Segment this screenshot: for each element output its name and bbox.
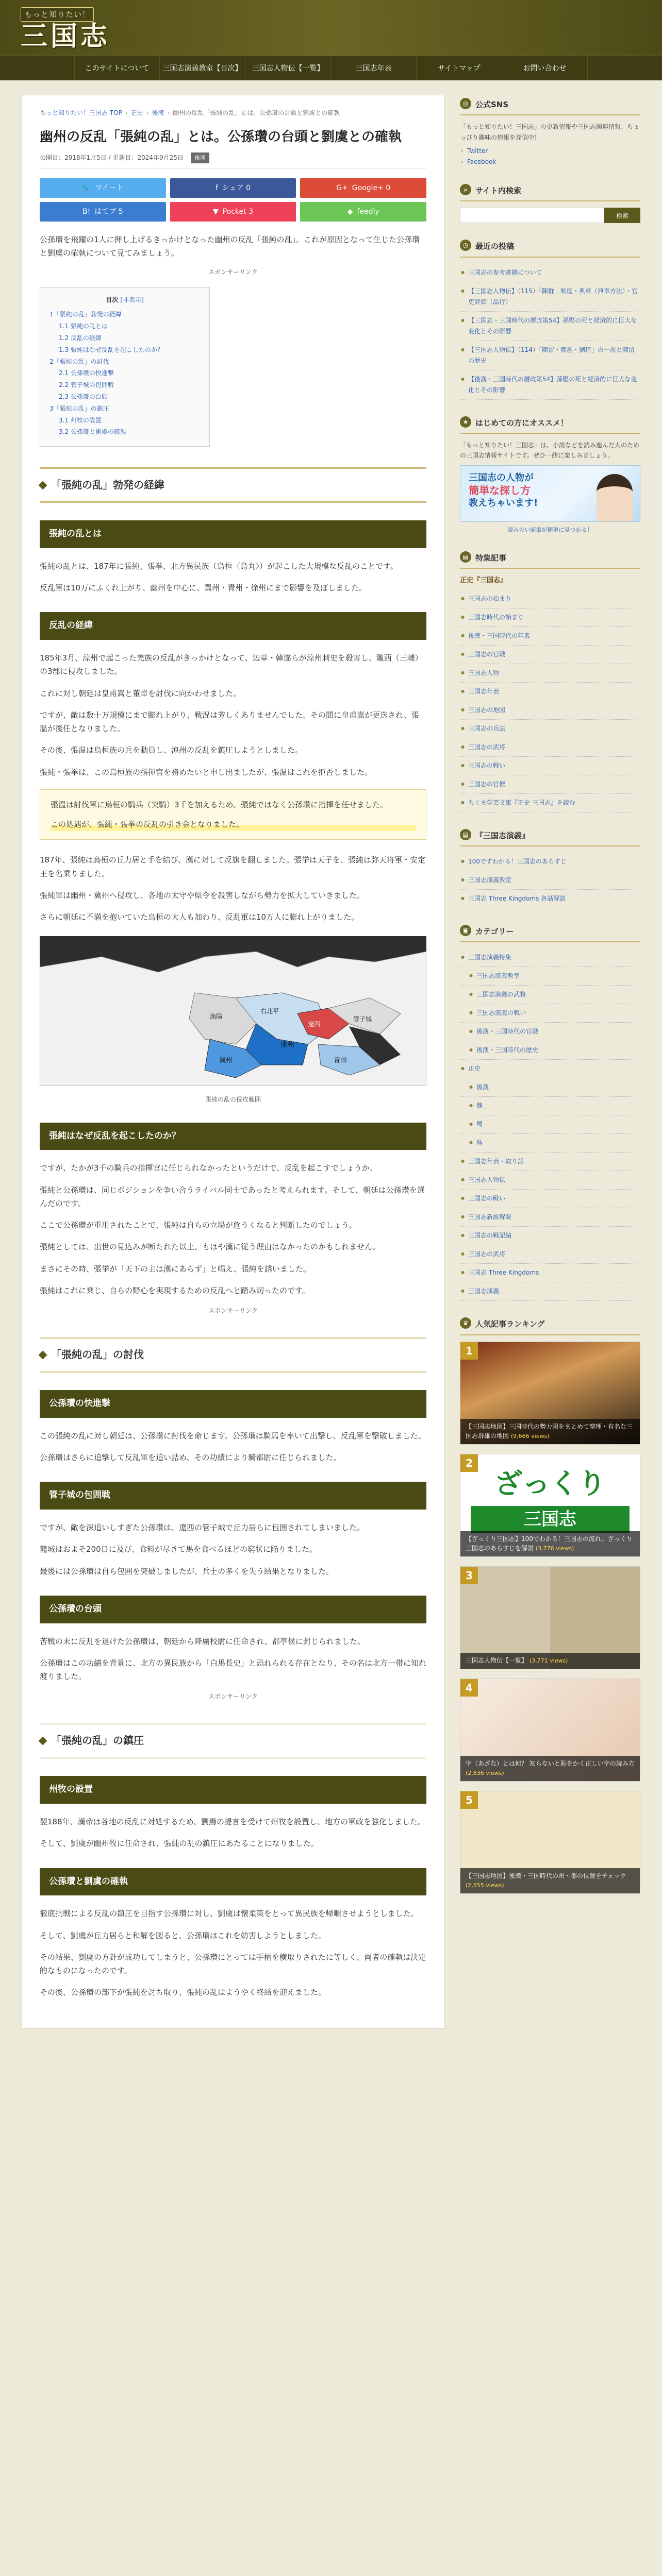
nav-timeline[interactable]: 三国志年表 xyxy=(331,56,417,80)
share-google-button[interactable]: G+ Google+ 0 xyxy=(300,178,426,198)
recent-posts-widget xyxy=(460,236,640,399)
sns-widget xyxy=(460,95,640,167)
map-label: 冀州 xyxy=(219,1057,233,1065)
map-figure xyxy=(40,936,426,1090)
subsection-heading: 張純はなぜ反乱を起こしたのか？ xyxy=(40,1123,426,1150)
paragraph: 187年、張純は烏桓の丘力居と手を結び、漢に対して反旗を翻しました。張挙は天子を、張純は弥天将軍・安定王を名乗りました。 xyxy=(40,855,426,878)
recent-posts-list xyxy=(460,264,640,400)
paragraph: 籠城はおよそ200日に及び、食料が尽きて馬を食べるほどの窮状に陥りました。 xyxy=(40,1545,318,1554)
paragraph: その後、公孫瓚の部下が張純を討ち取り、張純の乱はようやく終結を迎えました。 xyxy=(40,1988,326,1997)
recent-post-item[interactable]: ● 三国志の参考書籍について xyxy=(460,264,640,282)
toc-item[interactable]: 3「張純の乱」の鎮圧 xyxy=(49,404,109,412)
paragraph: そして、劉虞が幽州牧に任命され、張純の乱の鎮圧にあたることになりました。 xyxy=(40,1839,319,1849)
paragraph: 反乱軍は10万にふくれ上がり、幽州を中心に、冀州・青州・徐州にまで影響を及ぼしました。 xyxy=(40,583,367,593)
person-illustration xyxy=(597,474,633,521)
breadcrumb-separator: › xyxy=(146,109,149,116)
twitter-icon: 🐦 xyxy=(81,183,91,192)
map-label: 管子城 xyxy=(353,1015,372,1023)
special-item[interactable]: ● 後漢・三国時代の年表 xyxy=(460,627,640,646)
category-item[interactable]: ● 後漢 xyxy=(460,1078,640,1097)
ranking-thumbnail xyxy=(460,1679,640,1782)
map-label: 漁陽 xyxy=(210,1013,223,1021)
paragraph: 苦戦の末に反乱を退けた公孫瓚は、朝廷から降虜校尉に任命され、都亭侯に封じられました。 xyxy=(40,1636,365,1646)
recent-post-item[interactable]: ● 【三国志人物伝】（115）「陳群」制度・典章（典章方法）・官吏評価（品行） xyxy=(460,282,640,312)
intro-text: 公孫瓚を飛躍の1人に押し上げるきっかけとなった幽州の反乱「張純の乱」。これが原因となって生じた公孫瓚と劉虞の確執について見てみましょう。 xyxy=(40,234,420,258)
category-item[interactable]: ● 三国志演義教室 xyxy=(460,967,640,986)
category-item[interactable]: ● 後漢・三国時代の歴史 xyxy=(460,1041,640,1060)
paragraph: まさにその時、張挙が「天下の主は漢にあらず」と唱え、張純を誘いました。 xyxy=(40,1264,311,1274)
widget-title: ♛ 人気記事ランキング xyxy=(460,1314,640,1335)
subsection-heading: 反乱の経緯 xyxy=(40,612,426,640)
sidebar xyxy=(460,95,640,1907)
paragraph: ですが、敵は数十万規模にまで膨れ上がり、戦況は芳しくありませんでした。その間に皇甫嵩が更迭され、張温が後任となりました。 xyxy=(40,710,419,734)
beginner-description: 「もっと知りたい！三国志」は、小説などを読み進んだ人のための三国志情報サイトです。ぜひ一緒に楽しみましょう。 xyxy=(460,441,640,460)
widget-title: ★ はじめての方にオススメ！ xyxy=(460,413,640,434)
widget-title: ⌕ サイト内検索 xyxy=(460,181,640,201)
ranking-item[interactable] xyxy=(460,1342,640,1445)
subsection-heading: 公孫瓚の快進撃 xyxy=(40,1390,426,1418)
beginner-widget xyxy=(460,413,640,535)
special-item[interactable]: ● 三国志時代の始まり xyxy=(460,608,640,627)
paragraph: 張温は討伐軍に烏桓の騎兵（突騎）3千を加えるため、張純ではなく公孫瓚に指揮を任せました。 xyxy=(51,800,388,809)
twitter-link[interactable]: › Twitter xyxy=(460,146,640,157)
paragraph: 張純・張挙は、この烏桓族の指揮官を務めたいと申し出ましたが、張温はこれを拒否しました。 xyxy=(40,767,373,777)
map-label: 青州 xyxy=(334,1057,347,1065)
paragraph: この張純の乱に対し朝廷は、公孫瓚に討伐を命じます。公孫瓚は騎馬を率いて出撃し、反乱軍を撃破しました。 xyxy=(40,1431,426,1440)
paragraph: 張純と公孫瓚は、同じポジションを争い合うライバル同士であったと考えられます。そして、朝廷は公孫瓚を選んだのです。 xyxy=(40,1185,425,1208)
breadcrumb xyxy=(40,108,426,118)
ranking-caption: 字（あざな）とは何？ 知らないと恥をかく正しい字の読み方 (2,836 views) xyxy=(460,1756,640,1781)
ranking-thumbnail xyxy=(460,1791,640,1894)
special-item[interactable]: ● 三国志の戦い xyxy=(460,757,640,775)
toc-item[interactable]: 1.2 反乱の経緯 xyxy=(59,334,102,342)
category-item[interactable]: ● 三国志人物伝 xyxy=(460,1171,640,1190)
rank-number: 3 xyxy=(460,1567,478,1584)
ranking-caption: 【三国志地図】三国時代の勢力図をまとめて整理・有名な三国志群雄の地図 (9,666 views) xyxy=(460,1419,640,1444)
table-of-contents xyxy=(40,287,210,447)
toc-item[interactable]: 3.1 州牧の設置 xyxy=(59,416,102,424)
section-heading: 「張純の乱」の鎮圧 xyxy=(40,1723,426,1758)
paragraph: この処遇が、張純・張挙の反乱の引き金となりました。 xyxy=(51,818,416,831)
novel-widget xyxy=(460,826,640,908)
paragraph: 徹底抗戦による反乱の鎮圧を目指す公孫瓚に対し、劉虞は懐柔策をとって異民族を帰順させようとしました。 xyxy=(40,1909,419,1919)
map-caption: 張純の乱の侵攻範囲 xyxy=(205,1095,261,1103)
special-subheading: 正史『三国志』 xyxy=(460,577,507,585)
breadcrumb-separator: › xyxy=(125,109,128,116)
paragraph: その後、張温は烏桓族の兵を動員し、涼州の反乱を鎮圧しようとしました。 xyxy=(40,745,303,755)
special-item[interactable]: ● 三国志年表 xyxy=(460,683,640,701)
facebook-icon: f xyxy=(215,183,218,192)
crown-icon: ♛ xyxy=(460,1317,471,1329)
pocket-icon: ▼ xyxy=(212,207,219,216)
paragraph: その結果、劉虞の方針が成功してしまうと、公孫瓚にとっては手柄を横取りされたに等しく、両者の確執は決定的なものになったのです。 xyxy=(40,1952,426,1976)
ranking-thumbnail xyxy=(460,1454,640,1557)
toc-title: 目次 [非表示] xyxy=(106,296,144,304)
nav-sitemap[interactable]: サイトマップ xyxy=(417,56,502,80)
search-input[interactable] xyxy=(460,208,604,223)
paragraph: ここで公孫瓚が重用されたことで、張純は自らの立場が危うくなると判断したのでしょう。 xyxy=(40,1221,357,1230)
toc-item[interactable]: 2.3 公孫瓚の台頭 xyxy=(59,393,108,401)
novel-item[interactable]: ● 三国志 Three Kingdoms 各話解説 xyxy=(460,890,640,908)
guide-banner[interactable]: 三国志の人物が 簡単な探し方 教えちゃいます! xyxy=(460,465,640,522)
breadcrumb-gokan[interactable]: 後漢 xyxy=(152,109,164,116)
post-meta xyxy=(40,152,426,169)
thumbnail-subtitle: 三国志 xyxy=(471,1506,630,1533)
paragraph: 張純の乱とは、187年に張純、張挙、北方異民族（烏桓〈烏丸〉）が起こした大規模な反乱のことです。 xyxy=(40,561,398,571)
rank-number: 2 xyxy=(460,1454,478,1472)
special-item[interactable]: ● ちくま学芸文庫『正史 三国志』を読む xyxy=(460,794,640,812)
toc-item[interactable]: 2「張純の乱」の討伐 xyxy=(49,358,109,365)
breadcrumb-current: 幽州の反乱「張純の乱」とは。公孫瓚の台頭と劉虞との確執 xyxy=(173,109,340,116)
subsection-heading: 公孫瓚と劉虞の確執 xyxy=(40,1868,426,1896)
google-plus-icon: G+ xyxy=(336,183,348,192)
category-item[interactable]: ● 三国志 Three Kingdoms xyxy=(460,1264,640,1282)
paragraph: ですが、敵を深追いしすぎた公孫瓚は、遼西の管子城で丘力居らに包囲されてしまいました。 xyxy=(40,1523,365,1533)
special-item[interactable]: ● 三国志人物 xyxy=(460,664,640,683)
category-item[interactable]: ● 蜀 xyxy=(460,1115,640,1134)
recent-post-item[interactable]: ● 【三国志人物伝】（114）「陳留・蔡邕・劉琦」の一族と陳留の歴史 xyxy=(460,341,640,370)
share-hatena-button[interactable]: B! はてブ 5 xyxy=(40,202,166,222)
banner-caption[interactable]: 読みたい記事が簡単に見つかる！ xyxy=(507,526,593,533)
special-item[interactable]: ● 三国志の官僚 xyxy=(460,775,640,794)
special-item[interactable]: ● 三国志の兵法 xyxy=(460,720,640,738)
special-list xyxy=(460,590,640,812)
category-item[interactable]: ● 三国志演義の戦い xyxy=(460,1004,640,1023)
nav-about[interactable]: このサイトについて xyxy=(74,56,160,80)
search-button[interactable]: 検索 xyxy=(604,208,640,223)
widget-title: ◎ 公式SNS xyxy=(460,95,640,115)
rebellion-map xyxy=(40,936,426,1086)
category-item[interactable]: ● 三国志の武将 xyxy=(460,1245,640,1264)
ranking-thumbnail xyxy=(460,1566,640,1669)
toc-item[interactable]: 2.1 公孫瓚の快進撃 xyxy=(59,369,114,377)
nav-contact[interactable]: お問い合わせ xyxy=(502,56,588,80)
ranking-widget xyxy=(460,1314,640,1893)
sponsored-label: スポンサーリンク xyxy=(208,268,258,276)
paragraph: 張純としては、出世の見込みが断たれた以上、もはや漢に従う理由はなかったのかもしれません。 xyxy=(40,1242,380,1252)
novel-item[interactable]: ● 三国志演義教室 xyxy=(460,871,640,890)
toc-item[interactable]: 1「張純の乱」勃発の経緯 xyxy=(49,311,122,318)
rank-number: 4 xyxy=(460,1679,478,1697)
breadcrumb-separator: › xyxy=(167,109,170,116)
map-label: 遼西 xyxy=(308,1021,321,1028)
toc-toggle[interactable]: [非表示] xyxy=(120,296,144,304)
paragraph: そして、劉虞が丘力居らと和解を図ると、公孫瓚はこれを妨害しようとしました。 xyxy=(40,1930,326,1940)
site-logo[interactable] xyxy=(21,7,662,51)
breadcrumb-seishi[interactable]: 正史 xyxy=(130,109,143,116)
category-item[interactable]: ● 三国志新説解説 xyxy=(460,1208,640,1227)
share-facebook-button[interactable]: f シェア 0 xyxy=(170,178,296,198)
breadcrumb-home[interactable]: もっと知りたい！三国志 TOP xyxy=(40,109,122,116)
category-item[interactable]: ● 三国志演義特集 xyxy=(460,948,640,967)
toc-item[interactable]: 1.3 張純はなぜ反乱を起こしたのか？ xyxy=(59,346,163,353)
paragraph: これに対し朝廷は皇甫嵩と董卓を討伐に向かわせました。 xyxy=(40,688,241,698)
subsection-heading: 州牧の設置 xyxy=(40,1776,426,1804)
category-item[interactable]: ● 魏 xyxy=(460,1097,640,1115)
widget-title: ▤ 『三国志演義』 xyxy=(460,826,640,846)
categories-list xyxy=(460,948,640,1301)
paragraph: 185年3月、涼州で起こった羌族の反乱がきっかけとなって、辺章・韓遂らが涼州刺史を殺害し、隴西（三輔）の3郡に侵攻しました。 xyxy=(40,653,423,676)
book-icon: ▤ xyxy=(460,829,471,840)
category-item[interactable]: ● 呉 xyxy=(460,1134,640,1153)
folder-icon: ▣ xyxy=(460,925,471,936)
widget-title: ▤ 特集記事 xyxy=(460,548,640,569)
ranking-caption: 【ざっくり三国志】100でわかる！三国志の流れ。ざっくり三国志のあらすじを解説 (3,776 views) xyxy=(460,1531,640,1556)
share-pocket-button[interactable]: ▼ Pocket 3 xyxy=(170,202,296,222)
rank-number: 1 xyxy=(460,1342,478,1360)
clock-icon: ◷ xyxy=(460,240,471,251)
sns-description: 「もっと知りたい！三国志」の更新情報や三国志関連情報、ちょっぴり趣味の情報を発信中！ xyxy=(460,123,640,141)
map-label: 幽州 xyxy=(281,1041,295,1049)
logo-subtitle: もっと知りたい！ xyxy=(21,7,94,22)
ranking-caption: 三国志人物伝【一覧】 (3,771 views) xyxy=(460,1653,640,1669)
ranking-item[interactable] xyxy=(460,1679,640,1782)
share-icon: ◎ xyxy=(460,98,471,109)
toc-item[interactable]: 3.2 公孫瓚と劉虞の確執 xyxy=(59,428,126,436)
toc-list xyxy=(49,309,200,438)
subsection-heading: 張純の乱とは xyxy=(40,520,426,548)
category-item[interactable]: ● 正史 xyxy=(460,1060,640,1078)
paragraph: 張純軍は幽州・冀州へ侵攻し、各地の太守や県令を殺害しながら勢力を拡大していきました。 xyxy=(40,890,365,900)
book-icon: ▤ xyxy=(460,551,471,563)
ranking-thumbnail xyxy=(460,1342,640,1445)
subsection-heading: 公孫瓚の台頭 xyxy=(40,1596,426,1623)
paragraph: 翌188年、漢帝は各地の反乱に対処するため、劉焉の提言を受けて州牧を設置し、地方の軍政を強化しました。 xyxy=(40,1817,426,1827)
toc-item[interactable]: 2.2 管子城の包囲戦 xyxy=(59,381,114,389)
category-item[interactable]: ● 三国志演義 xyxy=(460,1282,640,1301)
special-item[interactable]: ● 三国志の始まり xyxy=(460,590,640,608)
ranking-item[interactable] xyxy=(460,1454,640,1557)
site-header xyxy=(0,0,662,56)
ranking-item[interactable] xyxy=(460,1566,640,1669)
search-icon: ⌕ xyxy=(460,184,471,195)
special-item[interactable]: ● 三国志の武将 xyxy=(460,738,640,757)
post-dates: 公開日：2018年1月5日 / 更新日：2024年9月25日 xyxy=(40,154,184,161)
logo-title: 三国志 xyxy=(21,21,111,53)
paragraph: 公孫瓚はこの功績を背景に、北方の異民族から「白馬長史」と恐れられる存在となり、その名は北方一帯に知れ渡りました。 xyxy=(40,1658,427,1682)
category-item[interactable]: ● 三国志の戦記編 xyxy=(460,1227,640,1245)
paragraph: 公孫瓚はさらに追撃して反乱軍を追い詰め、その功績により騎都尉に任じられました。 xyxy=(40,1453,341,1463)
ranking-caption: 【三国志地図】後漢・三国時代の州・郡の位置をチェック (2,555 views) xyxy=(460,1868,640,1893)
star-icon: ★ xyxy=(460,416,471,428)
facebook-link[interactable]: › Facebook xyxy=(460,157,640,167)
paragraph: 最後には公孫瓚は自ら包囲を突破しましたが、兵士の多くを失う結果となりました。 xyxy=(40,1566,334,1576)
main-content xyxy=(22,95,444,2029)
share-buttons xyxy=(40,178,426,222)
paragraph: 張純はこれに乗じ、自らの野心を実現するための反乱へと踏み切ったのです。 xyxy=(40,1285,310,1295)
special-item[interactable]: ● 三国志の官職 xyxy=(460,646,640,664)
category-item[interactable]: ● 三国志演義の武将 xyxy=(460,986,640,1004)
category-item[interactable]: ● 後漢・三国時代の官職 xyxy=(460,1023,640,1041)
global-nav xyxy=(0,56,662,80)
recent-post-item[interactable]: ● 【後漢・三国時代の暦政策54】孫堅の死と経済的に巨大な変化とその影響 xyxy=(460,370,640,400)
ranking-item[interactable] xyxy=(460,1791,640,1894)
map-label: 右北平 xyxy=(260,1008,279,1015)
paragraph: ですが、たかが3千の騎兵の指揮官に任じられなかったというだけで、反乱を起こすでしょうか。 xyxy=(40,1163,377,1173)
sns-links xyxy=(460,146,640,167)
thumbnail-title: ざっくり xyxy=(494,1467,606,1500)
page-container xyxy=(22,95,640,2029)
hatena-icon: B! xyxy=(82,207,91,216)
section-heading: 「張純の乱」勃発の経緯 xyxy=(40,467,426,503)
page-title: 幽州の反乱「張純の乱」とは。公孫瓚の台頭と劉虞との確執 xyxy=(40,129,402,145)
categories-widget xyxy=(460,922,640,1301)
widget-title: ▣ カテゴリー xyxy=(460,922,640,942)
special-item[interactable]: ● 三国志の地図 xyxy=(460,701,640,720)
recent-post-item[interactable]: ● 【三国志・三国時代の暦政策54】孫堅の死と経済的に巨大な変化とその影響 xyxy=(460,312,640,341)
section-heading: 「張純の乱」の討伐 xyxy=(40,1337,426,1372)
toc-item[interactable]: 1.1 張純の乱とは xyxy=(59,323,108,330)
share-twitter-button[interactable]: 🐦 ツイート xyxy=(40,178,166,198)
highlight-box xyxy=(40,789,426,840)
novel-item[interactable]: ● 100ですわかる！三国志のあらすじ xyxy=(460,853,640,871)
novel-list xyxy=(460,853,640,908)
rank-number: 5 xyxy=(460,1791,478,1809)
nav-person-list[interactable]: 三国志人物伝【一覧】 xyxy=(245,56,331,80)
nav-engi-class[interactable]: 三国志演義教室【目次】 xyxy=(160,56,245,80)
widget-title: ◷ 最近の投稿 xyxy=(460,236,640,257)
search-widget xyxy=(460,181,640,223)
sponsored-label: スポンサーリンク xyxy=(208,1307,258,1315)
feedly-icon: ◆ xyxy=(347,207,353,216)
category-badge[interactable]: 後漢 xyxy=(191,152,209,163)
share-feedly-button[interactable]: ◆ feedly xyxy=(300,202,426,222)
paragraph: さらに朝廷に不満を抱いていた烏桓の大人も加わり、反乱軍は10万人に膨れ上がりました。 xyxy=(40,912,359,922)
special-widget xyxy=(460,548,640,812)
subsection-heading: 管子城の包囲戦 xyxy=(40,1482,426,1510)
category-item[interactable]: ● 三国志年表・取り話 xyxy=(460,1153,640,1171)
sponsored-label: スポンサーリンク xyxy=(208,1693,258,1701)
category-item[interactable]: ● 三国志の戦い xyxy=(460,1190,640,1208)
